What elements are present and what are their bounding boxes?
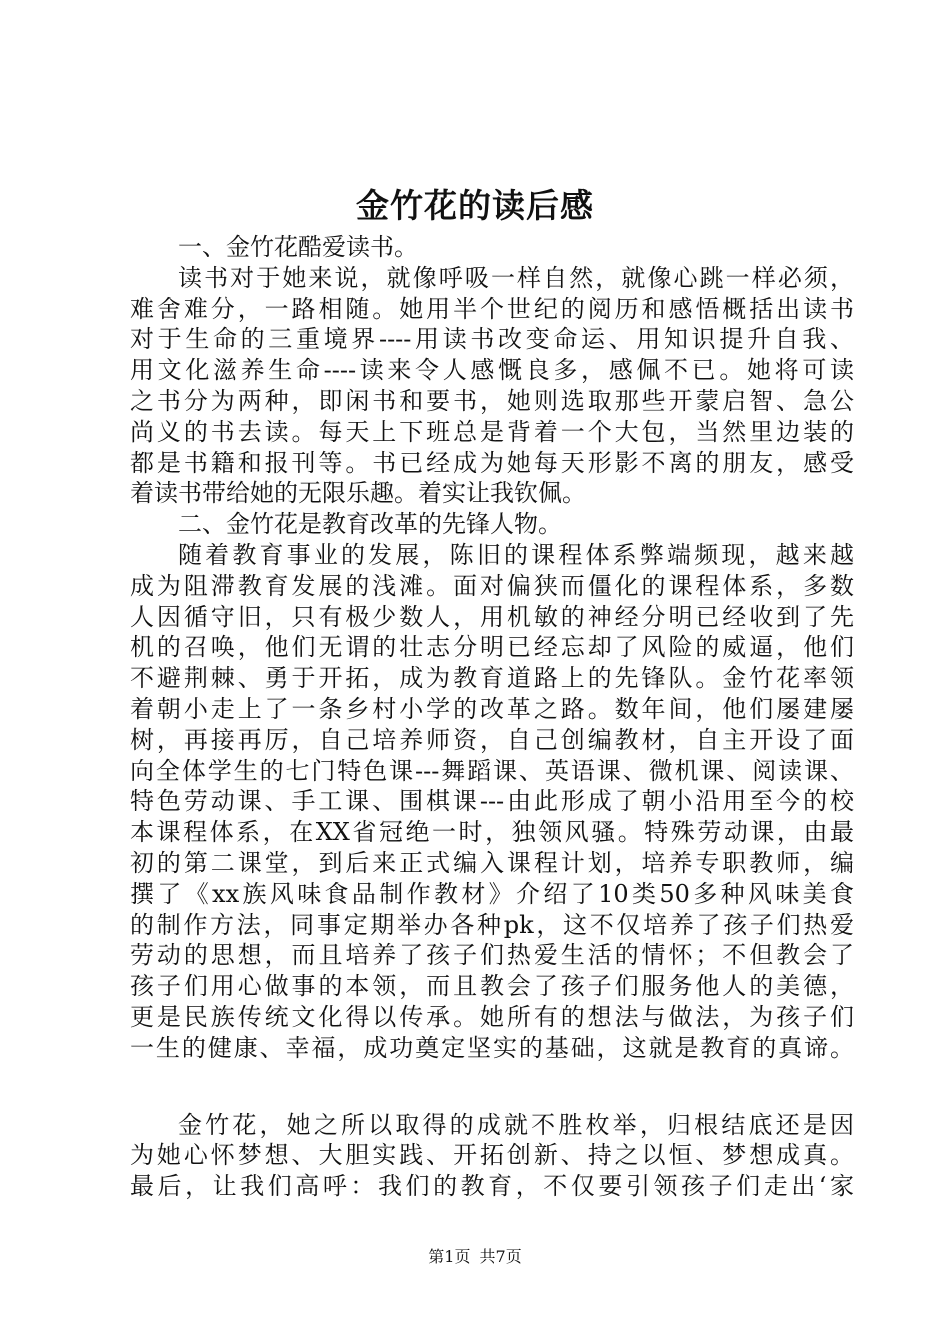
text-line: 向全体学生的七门特色课---舞蹈课、英语课、微机课、阅读课、: [130, 756, 854, 785]
text-line: 劳动的思想，而且培养了孩子们热爱生活的情怀；不但教会了: [130, 941, 854, 970]
text-line: 孩子们用心做事的本领，而且教会了孩子们服务他人的美德，: [130, 972, 854, 1001]
text-line: 不避荆棘、勇于开拓，成为教育道路上的先锋队。金竹花率领: [130, 664, 854, 693]
text-line: 撰了《xx族风味食品制作教材》介绍了10类50多种风味美食: [130, 879, 854, 908]
page-number: 第1页: [428, 1247, 471, 1266]
text-line: 树，再接再厉，自己培养师资，自己创编教材，自主开设了面: [130, 725, 854, 754]
text-line: 金竹花，她之所以取得的成就不胜枚举，归根结底还是因: [178, 1110, 854, 1139]
text-line: 为她心怀梦想、大胆实践、开拓创新、持之以恒、梦想成真。: [130, 1141, 854, 1170]
text-line: 着读书带给她的无限乐趣。着实让我钦佩。: [130, 479, 586, 508]
paragraph-gap: [130, 1064, 854, 1110]
text-line: 最后，让我们高呼：我们的教育，不仅要引领孩子们走出‘家: [130, 1172, 854, 1201]
text-line: 用文化滋养生命----读来令人感慨良多，感佩不已。她将可读: [130, 356, 854, 385]
text-line: 着朝小走上了一条乡村小学的改革之路。数年间，他们屡建屡: [130, 694, 854, 723]
section-heading: 二、金竹花是教育改革的先锋人物。: [178, 510, 562, 539]
text-line: 一生的健康、幸福，成功奠定坚实的基础，这就是教育的真谛。: [130, 1033, 854, 1062]
text-line: 随着教育事业的发展，陈旧的课程体系弊端频现，越来越: [178, 540, 854, 569]
document-body: [130, 232, 854, 1202]
page-footer: [0, 1246, 950, 1268]
text-line: 人因循守旧，只有极少数人，用机敏的神经分明已经收到了先: [130, 602, 854, 631]
document-title: 金竹花的读后感: [356, 186, 594, 225]
text-line: 读书对于她来说，就像呼吸一样自然，就像心跳一样必须，: [178, 263, 854, 292]
section-heading: 一、金竹花酷爱读书。: [178, 233, 418, 261]
text-line: 成为阻滞教育发展的浅滩。面对偏狭而僵化的课程体系，多数: [130, 571, 854, 600]
text-line: 本课程体系，在XX省冠绝一时，独领风骚。特殊劳动课，由最: [130, 818, 854, 847]
text-line: 之书分为两种，即闲书和要书，她则选取那些开蒙启智、急公: [130, 386, 854, 415]
page-total: 共7页: [479, 1247, 522, 1266]
text-line: 尚义的书去读。每天上下班总是背着一个大包，当然里边装的: [130, 417, 854, 446]
text-line: 机的召唤，他们无谓的壮志分明已经忘却了风险的威逼，他们: [130, 633, 854, 662]
text-line: 难舍难分，一路相随。她用半个世纪的阅历和感悟概括出读书: [130, 294, 854, 323]
text-line: 更是民族传统文化得以传承。她所有的想法与做法，为孩子们: [130, 1002, 854, 1031]
text-line: 的制作方法，同事定期举办各种pk，这不仅培养了孩子们热爱: [130, 910, 854, 939]
text-line: 特色劳动课、手工课、围棋课---由此形成了朝小沿用至今的校: [130, 787, 854, 816]
text-line: 都是书籍和报刊等。书已经成为她每天形影不离的朋友，感受: [130, 448, 854, 477]
text-line: 初的第二课堂，到后来正式编入课程计划，培养专职教师，编: [130, 848, 854, 877]
text-line: 对于生命的三重境界----用读书改变命运、用知识提升自我、: [130, 325, 854, 354]
